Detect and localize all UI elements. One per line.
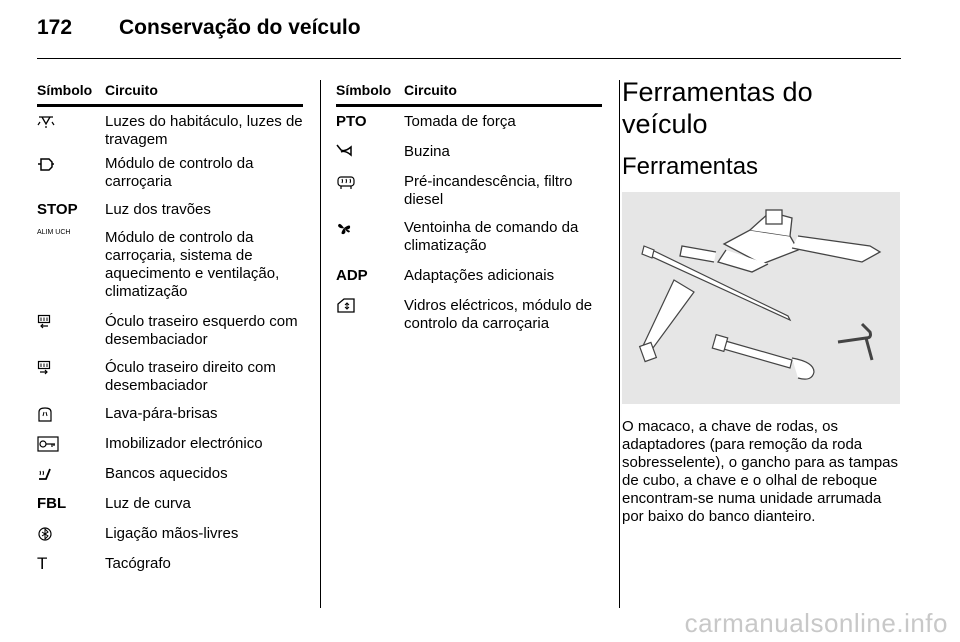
- row-symbol-text: PTO: [336, 113, 367, 130]
- row-description: Bancos aquecidos: [105, 465, 228, 482]
- row-symbol-text: T: [37, 554, 48, 573]
- row-description: Óculo traseiro esquerdo com desembaciador: [105, 313, 298, 348]
- row-description: Buzina: [404, 143, 450, 160]
- table-row: [336, 143, 602, 163]
- table-row: [37, 405, 303, 425]
- table-row: [37, 113, 303, 151]
- alim-uch-text: ALIM UCH: [37, 229, 71, 236]
- row-description: Módulo de controlo da carroçaria, sistema de aquecimento e ventilação, climatização: [105, 229, 280, 300]
- alim-uch-icon: [37, 229, 105, 303]
- tools-section: [622, 76, 902, 526]
- row-description: Lava-pára-brisas: [105, 405, 218, 422]
- col-symbol-header: Símbolo: [336, 82, 392, 98]
- power-window-icon: [336, 297, 404, 335]
- body-control-module-icon: [37, 155, 105, 193]
- fuse-table-left: [37, 80, 303, 575]
- table-row: [37, 435, 303, 455]
- row-description: Óculo traseiro direito com desembaciador: [105, 359, 276, 394]
- row-description: Adaptações adicionais: [404, 267, 555, 284]
- horn-icon: [336, 143, 404, 163]
- table-row: [37, 495, 303, 515]
- rear-window-right-defroster-icon: [37, 359, 105, 397]
- section-subheading: Ferramentas: [622, 153, 759, 180]
- column-divider: [619, 80, 620, 608]
- row-description: Módulo de controlo da carroçaria: [105, 155, 254, 190]
- table-row: [336, 113, 602, 133]
- col-symbol-header: Símbolo: [37, 82, 93, 98]
- washer-icon: [37, 405, 105, 425]
- table-row: [336, 219, 602, 257]
- page-header: [37, 8, 361, 48]
- table-header-rule: [336, 104, 602, 107]
- col-circuit-header: Circuito: [404, 82, 457, 98]
- page-number: 172: [37, 16, 73, 39]
- row-symbol-text: FBL: [37, 495, 67, 512]
- interior-lights-icon: [37, 113, 105, 151]
- table-row: [37, 465, 303, 485]
- column-divider: [320, 80, 321, 608]
- row-description: Imobilizador electrónico: [105, 435, 263, 452]
- table-row: [37, 555, 303, 575]
- table-row: [37, 201, 303, 221]
- table-row: [37, 313, 303, 351]
- vehicle-tools-illustration: [622, 192, 900, 404]
- table-row: [336, 297, 602, 335]
- row-description: Tacógrafo: [105, 555, 171, 572]
- watermark: carmanualsonline.info: [684, 608, 948, 638]
- tools-paragraph: O macaco, a chave de rodas, os adaptadores (para remoção da roda sobresselente), o gancho para as tampas de cubo, a chave e o olhal de reboque encontram-se numa unidade arrumada por baixo do banco dianteiro.: [622, 418, 898, 525]
- row-description: Luz dos travões: [105, 201, 211, 218]
- table-row: [37, 359, 303, 397]
- row-description: Luz de curva: [105, 495, 191, 512]
- header-divider: [37, 58, 901, 59]
- row-description: Tomada de força: [404, 113, 516, 130]
- table-row: [37, 525, 303, 545]
- row-description: Vidros eléctricos, módulo de controlo da carroçaria: [404, 297, 593, 332]
- immobilizer-key-icon: [37, 435, 105, 455]
- row-description: Ligação mãos-livres: [105, 525, 239, 542]
- tow-eye-icon: [712, 335, 814, 380]
- row-symbol-text: ADP: [336, 267, 368, 284]
- row-description: Luzes do habitáculo, luzes de travagem: [105, 113, 303, 148]
- table-row: [37, 155, 303, 193]
- hub-cap-hook-icon: [838, 324, 872, 360]
- fan-icon: [336, 219, 404, 257]
- table-row: [37, 229, 303, 303]
- row-description: Pré-incandescência, filtro diesel: [404, 173, 573, 208]
- handsfree-icon: [37, 525, 105, 545]
- jack-icon: [680, 210, 880, 272]
- table-row: [336, 173, 602, 211]
- row-description: Ventoinha de comando da climatização: [404, 219, 579, 254]
- table-header: [37, 80, 303, 100]
- col-circuit-header: Circuito: [105, 82, 158, 98]
- rear-window-left-defroster-icon: [37, 313, 105, 351]
- fuse-table-right: [336, 80, 602, 335]
- glow-plug-icon: [336, 173, 404, 211]
- page-title: Conservação do veículo: [119, 16, 361, 39]
- table-header: [336, 80, 602, 100]
- table-row: [336, 267, 602, 287]
- row-symbol-text: STOP: [37, 201, 78, 218]
- section-heading: Ferramentas do veículo: [622, 77, 813, 139]
- heated-seat-icon: [37, 465, 105, 485]
- table-header-rule: [37, 104, 303, 107]
